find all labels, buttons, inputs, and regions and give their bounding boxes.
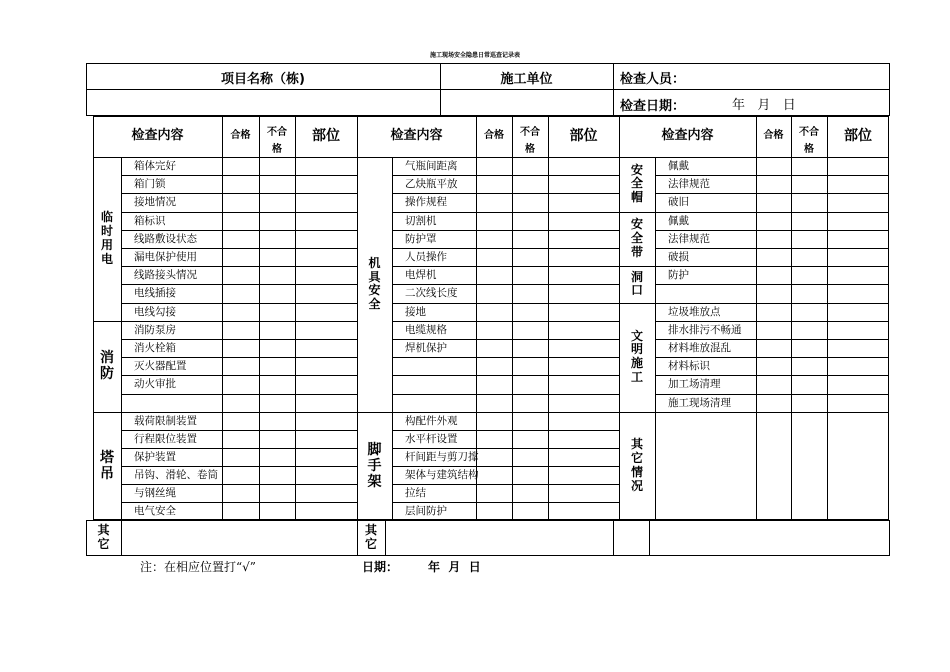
fail-checkbox[interactable] [791,357,827,375]
pass-checkbox[interactable] [222,357,259,375]
col3-group-3-label-text: 文明施工 [630,328,643,384]
location-field[interactable] [548,212,619,230]
col-header-pass: 合格 [230,130,251,141]
location-field[interactable] [548,357,619,375]
item-label: 电焊机 [405,269,437,282]
fail-checkbox[interactable] [259,284,295,302]
fail-checkbox[interactable] [512,357,548,375]
fail-checkbox[interactable] [512,157,548,175]
fail-checkbox[interactable] [259,430,295,448]
footer-other-right [357,520,385,556]
col1-group-0-label-text: 临时用电 [100,210,113,266]
pass-checkbox[interactable] [756,321,791,339]
fail-checkbox[interactable] [259,339,295,357]
footer-date-value: 年 月 日 [428,560,481,574]
col1-group-2-label [93,412,121,520]
location-field[interactable] [295,484,357,502]
pass-checkbox[interactable] [222,448,259,466]
location-field[interactable] [827,157,889,175]
item-label: 材料堆放混乱 [668,342,731,354]
fail-checkbox[interactable] [512,321,548,339]
fail-checkbox[interactable] [791,321,827,339]
pass-checkbox[interactable] [476,284,512,302]
col-header-fail: 不合格 [520,127,540,155]
fail-checkbox[interactable] [512,412,548,430]
item-label: 防护 [668,269,689,282]
item-label: 层间防护 [405,504,447,517]
location-field[interactable] [548,321,619,339]
location-field[interactable] [548,339,619,357]
location-field[interactable] [548,375,619,393]
pass-checkbox[interactable] [476,157,512,175]
fail-checkbox[interactable] [259,466,295,484]
pass-checkbox[interactable] [222,303,259,321]
fail-checkbox[interactable] [791,230,827,248]
item-label: 箱门锁 [134,178,166,191]
col2-group-0-label-text: 机具安全 [368,255,381,312]
item-label: 消防泵房 [134,323,176,336]
item-label: 电气安全 [134,504,176,517]
item-label: 杆间距与剪刀撑 [405,450,479,463]
other-right-field[interactable] [385,520,613,556]
col-header-location: 部位 [844,128,872,144]
fail-checkbox[interactable] [791,339,827,357]
location-field[interactable] [295,230,357,248]
fail-checkbox[interactable] [259,157,295,175]
fail-checkbox[interactable] [791,266,827,284]
item-label: 垃圾堆放点 [668,305,721,318]
pass-checkbox[interactable] [222,412,259,430]
fail-checkbox[interactable] [512,502,548,520]
fail-checkbox[interactable] [259,357,295,375]
location-field[interactable] [827,284,889,302]
fail-checkbox[interactable] [512,266,548,284]
item-label: 破损 [668,251,689,263]
fail-checkbox[interactable] [259,502,295,520]
fail-checkbox[interactable] [512,484,548,502]
pass-checkbox[interactable] [756,375,791,393]
fail-checkbox[interactable] [512,230,548,248]
item-label: 水平杆设置 [405,432,458,445]
location-field[interactable] [295,502,357,520]
pass-checkbox[interactable] [756,284,791,302]
fail-checkbox[interactable] [791,157,827,175]
item-label [134,394,221,412]
location-field[interactable] [548,502,619,520]
pass-checkbox[interactable] [476,321,512,339]
item-label: 切割机 [405,214,437,227]
pass-checkbox[interactable] [756,157,791,175]
location-field[interactable] [295,430,357,448]
col-header-content: 检查内容 [390,128,443,143]
col1-group-1-label [93,321,121,412]
location-field[interactable] [295,321,357,339]
fail-checkbox[interactable] [512,394,548,412]
item-label: 接地 [405,305,426,318]
col3-group-0-label-text: 安全帽 [630,162,643,205]
item-label: 防护罩 [405,232,437,245]
pass-checkbox[interactable] [476,303,512,321]
project-name-label: 项目名称（栋) [221,72,305,87]
item-label: 与钢丝绳 [134,486,176,499]
location-field[interactable] [548,175,619,193]
fail-checkbox[interactable] [791,284,827,302]
fail-checkbox[interactable] [259,448,295,466]
item-label [405,357,475,375]
pass-checkbox[interactable] [756,303,791,321]
item-label: 佩戴 [668,214,689,227]
pass-checkbox[interactable] [222,230,259,248]
pass-checkbox[interactable] [756,394,791,412]
fail-checkbox[interactable] [512,339,548,357]
item-label: 电线插接 [134,287,176,300]
location-field[interactable] [295,266,357,284]
col-header-content: 检查内容 [661,128,714,143]
pass-checkbox[interactable] [756,175,791,193]
pass-checkbox[interactable] [476,502,512,520]
col1-group-0-label [93,157,121,321]
location-field[interactable] [295,339,357,357]
item-label: 线路接头情况 [134,269,197,282]
location-field[interactable] [548,412,619,430]
item-label: 动火审批 [134,378,176,391]
fail-checkbox[interactable] [259,266,295,284]
fail-checkbox[interactable] [259,321,295,339]
pass-checkbox[interactable] [476,357,512,375]
location-field[interactable] [827,175,889,193]
location-field[interactable] [548,157,619,175]
page-title: 施工现场安全隐患日常巡查记录表 [429,52,520,59]
pass-checkbox[interactable] [476,466,512,484]
fail-checkbox[interactable] [512,466,548,484]
fail-checkbox[interactable] [259,212,295,230]
fail-checkbox[interactable] [259,484,295,502]
pass-checkbox[interactable] [476,484,512,502]
location-field[interactable] [295,175,357,193]
pass-checkbox[interactable] [476,430,512,448]
location-field[interactable] [548,230,619,248]
footer-other-left-text: 其它 [97,523,110,551]
item-label: 线路敷设状态 [134,232,197,245]
location-field[interactable] [548,303,619,321]
item-label: 破旧 [668,196,689,209]
col3-group-0-label [619,157,655,212]
pass-checkbox[interactable] [222,157,259,175]
location-field[interactable] [827,212,889,230]
item-label: 二次线长度 [405,287,458,300]
location-field[interactable] [295,448,357,466]
item-label [405,375,475,393]
item-label: 施工现场清理 [668,396,731,409]
pass-checkbox[interactable] [476,339,512,357]
col1-group-2-label-text: 塔吊 [100,449,114,482]
fail-checkbox[interactable] [791,175,827,193]
col3-group-1-label-text: 安全带 [630,217,643,259]
item-label: 材料标识 [668,360,710,373]
fail-checkbox[interactable] [512,193,548,211]
location-field[interactable] [295,303,357,321]
pass-checkbox[interactable] [222,466,259,484]
item-label [405,394,475,412]
location-field[interactable] [548,466,619,484]
fail-checkbox[interactable] [259,412,295,430]
fail-checkbox[interactable] [259,175,295,193]
item-label: 法律规范 [668,232,710,245]
fail-checkbox[interactable] [259,193,295,211]
item-label: 气瓶间距离 [405,160,458,172]
note-text: 注：在相应位置打“√” [140,560,256,574]
col3-group-2-label [619,266,655,302]
fail-checkbox[interactable] [259,375,295,393]
fail-checkbox[interactable] [512,375,548,393]
fail-checkbox[interactable] [259,248,295,266]
item-label: 操作规程 [405,196,447,209]
location-field[interactable] [295,193,357,211]
fail-checkbox[interactable] [512,248,548,266]
fail-checkbox[interactable] [791,394,827,412]
location-field[interactable] [827,394,889,412]
col2-group-0-label [357,157,392,412]
fail-checkbox[interactable] [512,284,548,302]
item-label: 佩戴 [668,160,689,172]
pass-checkbox[interactable] [476,266,512,284]
pass-checkbox[interactable] [222,430,259,448]
location-field[interactable] [295,466,357,484]
pass-checkbox[interactable] [476,375,512,393]
col3-group-1-label [619,212,655,267]
col3-group-4-label-text: 其它情况 [630,437,643,493]
footer-other-left [86,520,121,556]
location-field[interactable] [548,266,619,284]
location-field[interactable] [295,394,357,412]
pass-checkbox[interactable] [476,193,512,211]
pass-checkbox[interactable] [476,230,512,248]
fail-checkbox[interactable] [512,212,548,230]
item-label: 漏电保护使用 [134,251,197,263]
fail-checkbox[interactable] [512,430,548,448]
location-field[interactable] [548,430,619,448]
footer-other-right-text: 其它 [364,523,377,551]
pass-checkbox[interactable] [756,248,791,266]
fail-checkbox[interactable] [791,248,827,266]
pass-checkbox[interactable] [222,394,259,412]
col-header-pass: 合格 [763,130,784,141]
item-label [668,284,755,302]
fail-checkbox[interactable] [259,230,295,248]
item-label: 乙炔瓶平放 [405,178,458,191]
construction-unit-label: 施工单位 [500,72,553,87]
location-field[interactable] [827,339,889,357]
item-label: 灭火器配置 [134,360,187,373]
col3-group-4-label [619,412,655,520]
item-label: 载荷限制装置 [134,414,197,427]
fail-checkbox[interactable] [791,212,827,230]
location-field[interactable] [827,230,889,248]
fail-checkbox[interactable] [791,375,827,393]
fail-checkbox[interactable] [259,303,295,321]
location-field[interactable] [295,357,357,375]
location-field[interactable] [827,303,889,321]
item-label: 保护装置 [134,450,176,463]
pass-checkbox[interactable] [222,339,259,357]
item-label: 行程限位装置 [134,432,197,445]
location-field[interactable] [295,412,357,430]
item-label: 架体与建筑结构 [405,468,479,481]
pass-checkbox[interactable] [756,193,791,211]
item-label: 焊机保护 [405,342,447,354]
inspector-label: 检查人员： [620,72,686,87]
col-header-fail: 不合格 [267,127,287,155]
item-label: 箱标识 [134,214,166,227]
footer-date-label: 日期： [362,560,399,574]
location-field[interactable] [827,357,889,375]
pass-checkbox[interactable] [756,230,791,248]
item-label: 吊钩、滑轮、卷筒 [134,468,218,481]
pass-checkbox[interactable] [222,375,259,393]
pass-checkbox[interactable] [222,248,259,266]
location-field[interactable] [548,284,619,302]
col2-group-1-label-text: 脚手架 [367,441,382,490]
item-label: 电线勾接 [134,305,176,318]
col-header-location: 部位 [312,128,340,144]
pass-checkbox[interactable] [222,175,259,193]
col-header-location: 部位 [569,128,598,144]
location-field[interactable] [827,375,889,393]
item-label: 法律规范 [668,178,710,191]
fail-checkbox[interactable] [512,175,548,193]
pass-checkbox[interactable] [222,484,259,502]
pass-checkbox[interactable] [222,502,259,520]
col3-group-2-label-text: 洞口 [630,269,643,298]
item-label: 加工场清理 [668,378,721,391]
pass-checkbox[interactable] [756,357,791,375]
pass-checkbox[interactable] [476,394,512,412]
col-header-pass: 合格 [484,130,504,141]
item-label: 消火栓箱 [134,342,176,354]
item-label: 拉结 [405,486,426,499]
pass-checkbox[interactable] [476,175,512,193]
location-field[interactable] [295,284,357,302]
col1-group-1-label-text: 消防 [100,350,114,383]
location-field[interactable] [827,193,889,211]
location-field[interactable] [295,248,357,266]
pass-checkbox[interactable] [476,248,512,266]
col-header-fail: 不合格 [799,127,819,155]
inspection-date-value: 年 月 日 [732,98,796,113]
col3-group-3-label [619,303,655,412]
location-field[interactable] [827,248,889,266]
location-field[interactable] [827,321,889,339]
fail-checkbox[interactable] [259,394,295,412]
item-label: 排水排污不畅通 [668,323,742,336]
pass-checkbox[interactable] [222,212,259,230]
fail-checkbox[interactable] [791,303,827,321]
pass-checkbox[interactable] [756,339,791,357]
pass-checkbox[interactable] [476,212,512,230]
pass-checkbox[interactable] [476,448,512,466]
item-label: 接地情况 [134,196,176,209]
location-field[interactable] [548,484,619,502]
location-field[interactable] [548,248,619,266]
item-label: 电缆规格 [405,323,447,336]
inspection-date-label: 检查日期： [620,99,686,114]
pass-checkbox[interactable] [756,266,791,284]
col2-group-1-label [357,412,392,520]
item-label: 箱体完好 [134,160,176,172]
pass-checkbox[interactable] [222,193,259,211]
item-label: 人员操作 [405,251,447,263]
col-header-content: 检查内容 [131,128,184,143]
location-field[interactable] [295,212,357,230]
pass-checkbox[interactable] [222,321,259,339]
fail-checkbox[interactable] [512,448,548,466]
other-left-field[interactable] [121,520,357,556]
pass-checkbox[interactable] [222,266,259,284]
location-field[interactable] [548,394,619,412]
fail-checkbox[interactable] [791,193,827,211]
location-field[interactable] [295,157,357,175]
pass-checkbox[interactable] [222,284,259,302]
location-field[interactable] [548,448,619,466]
fail-checkbox[interactable] [512,303,548,321]
pass-checkbox[interactable] [476,412,512,430]
location-field[interactable] [548,193,619,211]
item-label: 构配件外观 [405,414,458,427]
location-field[interactable] [295,375,357,393]
location-field[interactable] [827,266,889,284]
pass-checkbox[interactable] [756,212,791,230]
